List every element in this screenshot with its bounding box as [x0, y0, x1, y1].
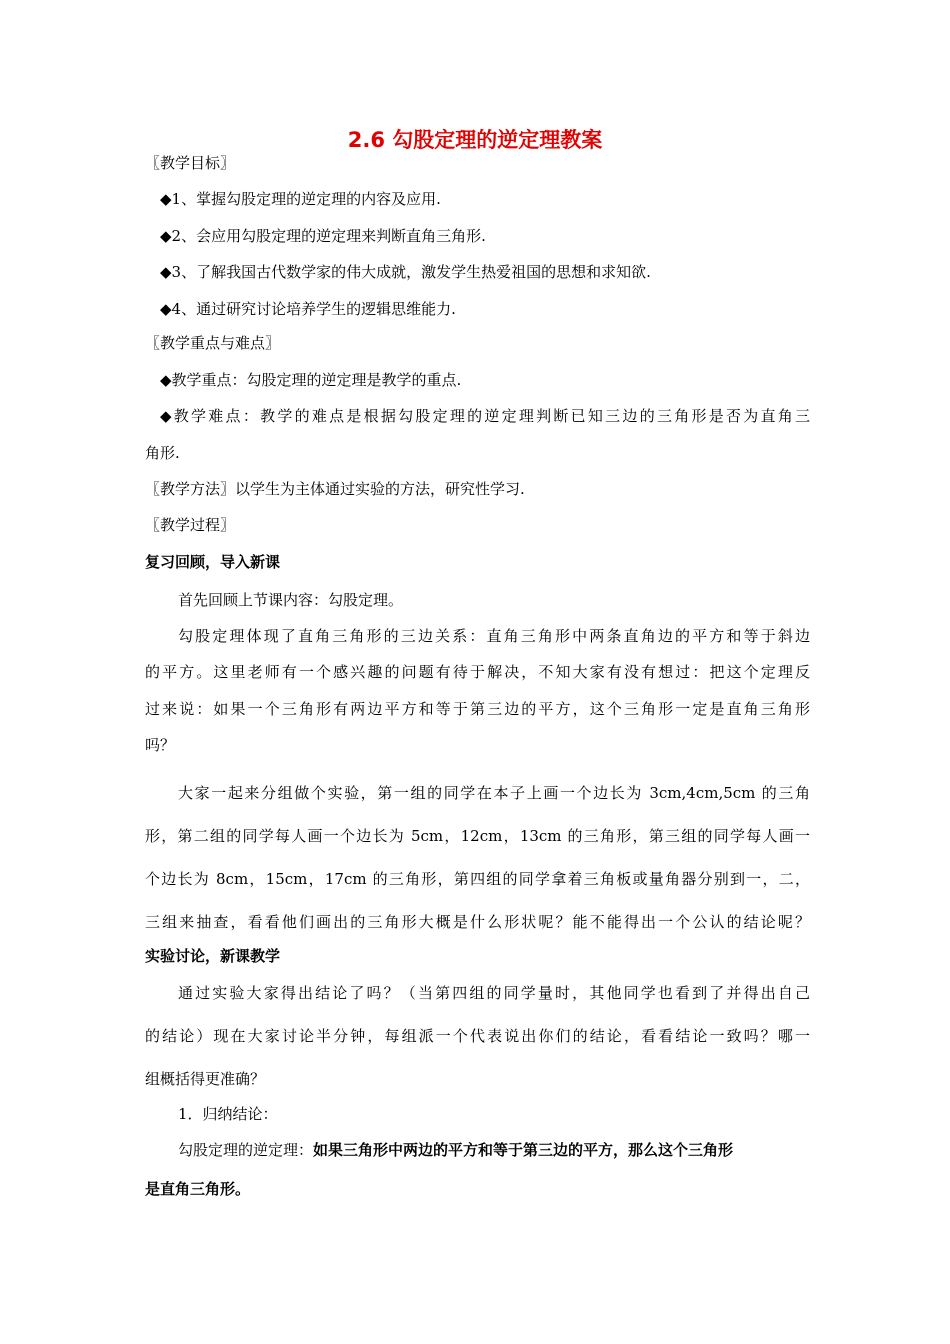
paragraph-experiment-line-4: 三组来抽查，看看他们画出的三角形大概是什么形状呢？能不能得出一个公认的结论呢？: [145, 913, 810, 931]
theorem-line-2: 是直角三角形。: [145, 1180, 251, 1198]
objective-item-1: ◆1、掌握勾股定理的逆定理的内容及应用.: [160, 190, 441, 208]
theorem-line-1: [178, 1139, 843, 1161]
objective-item-4: ◆4、通过研究讨论培养学生的逻辑思维能力.: [160, 300, 456, 318]
theorem-statement: 如果三角形中两边的平方和等于第三边的平方，那么这个三角形: [313, 1141, 734, 1159]
paragraph-experiment-line-3: 个边长为 8cm，15cm，17cm 的三角形，第四组的同学拿着三角板或量角器分别到一，二，: [145, 870, 810, 888]
paragraph-experiment-line-1: 大家一起来分组做个实验，第一组的同学在本子上画一个边长为 3cm,4cm,5cm 的三角: [178, 784, 810, 802]
objective-item-3: ◆3、了解我国古代数学家的伟大成就，激发学生热爱祖国的思想和求知欲.: [160, 263, 651, 281]
conclusion-heading: 1．归纳结论：: [178, 1105, 278, 1123]
paragraph-discussion-line-3: 组概括得更准确？: [145, 1070, 266, 1088]
theorem-label: 勾股定理的逆定理：: [178, 1141, 314, 1159]
objective-item-2: ◆2、会应用勾股定理的逆定理来判断直角三角形.: [160, 227, 486, 245]
difficulty-item: ◆教学难点：教学的难点是根据勾股定理的逆定理判断已知三边的三角形是否为直角三: [160, 407, 810, 425]
paragraph-intro-line-3: 过来说：如果一个三角形有两边平方和等于第三边的平方，这个三角形一定是直角三角形: [145, 700, 810, 718]
paragraph-intro-line-1: 勾股定理体现了直角三角形的三边关系：直角三角形中两条直角边的平方和等于斜边: [178, 627, 810, 645]
paragraph-intro-line-4: 吗？: [145, 736, 176, 754]
section-heading-method: 〖教学方法〗以学生为主体通过实验的方法，研究性学习.: [145, 480, 525, 498]
section-heading-key-points: 〖教学重点与难点〗: [145, 334, 281, 352]
paragraph-intro-line-2: 的平方。这里老师有一个感兴趣的问题有待于解决，不知大家有没有想过：把这个定理反: [145, 663, 810, 681]
subheading-discussion: 实验讨论，新课教学: [145, 947, 281, 965]
paragraph-discussion-line-1: 通过实验大家得出结论了吗？（当第四组的同学量时，其他同学也看到了并得出自己: [178, 984, 810, 1002]
difficulty-item-cont: 角形.: [145, 444, 180, 462]
paragraph-discussion-line-2: 的结论）现在大家讨论半分钟，每组派一个代表说出你们的结论，看看结论一致吗？哪一: [145, 1027, 810, 1045]
document-title: 2.6 勾股定理的逆定理教案: [347, 128, 603, 152]
key-point-item: ◆教学重点：勾股定理的逆定理是教学的重点.: [160, 371, 462, 389]
section-heading-objectives: 〖教学目标〗: [145, 154, 236, 172]
paragraph-review: 首先回顾上节课内容：勾股定理。: [178, 591, 404, 609]
paragraph-experiment-line-2: 形，第二组的同学每人画一个边长为 5cm，12cm，13cm 的三角形，第三组的同学每人画一: [145, 827, 810, 845]
section-heading-process: 〖教学过程〗: [145, 516, 236, 534]
subheading-review: 复习回顾，导入新课: [145, 553, 281, 571]
